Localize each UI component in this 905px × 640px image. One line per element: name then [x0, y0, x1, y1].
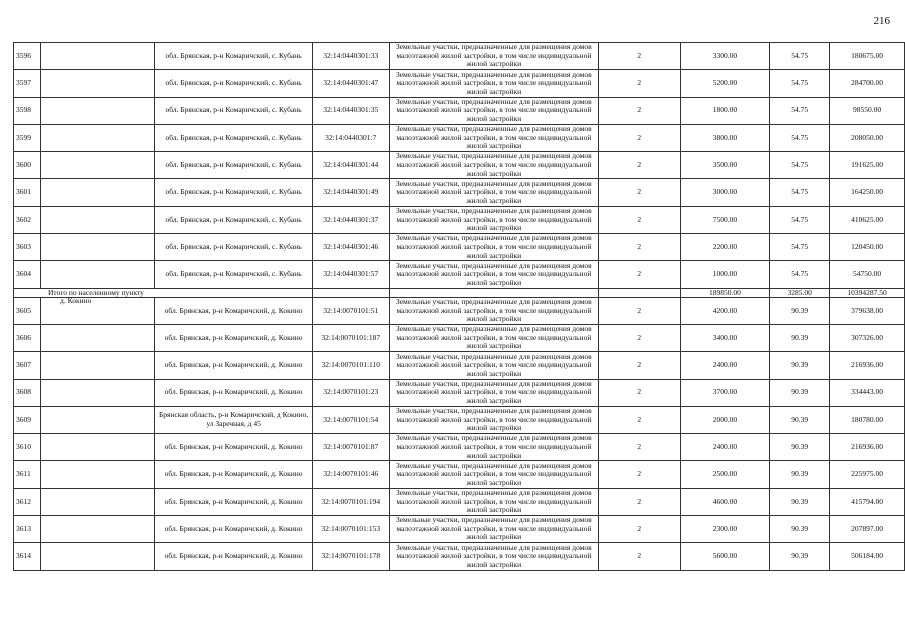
row-empty-cell — [40, 352, 154, 379]
row-empty-cell — [40, 206, 154, 233]
row-class: 2 — [598, 434, 680, 461]
row-class: 2 — [598, 379, 680, 406]
row-cadastral-number: 32:14:0070101:153 — [312, 516, 389, 543]
table-row — [14, 488, 905, 515]
row-empty-cell — [40, 516, 154, 543]
row-cadastral-number: 32:14:0440301:37 — [312, 206, 389, 233]
row-cadastral-number: 32:14:0070101:187 — [312, 324, 389, 351]
row-empty-cell — [40, 406, 154, 433]
row-class: 2 — [598, 70, 680, 97]
row-value: 180675.00 — [830, 43, 905, 70]
row-address: обл. Брянская, р-н Комаричский, с. Кубань — [155, 179, 312, 206]
row-empty-cell — [40, 234, 154, 261]
row-rate: 54.75 — [770, 234, 830, 261]
row-rate: 54.75 — [770, 97, 830, 124]
row-value: 54750.00 — [830, 261, 905, 288]
row-empty-cell — [40, 97, 154, 124]
row-number: 3614 — [14, 543, 41, 570]
row-class: 2 — [598, 179, 680, 206]
row-land-use: Земельные участки, предназначенные для размещения домов малоэтажной жилой застройки, в том числе индивидуальной жилой застройки — [389, 488, 598, 515]
row-class: 2 — [598, 406, 680, 433]
row-area: 2400.00 — [680, 434, 770, 461]
row-empty-cell — [40, 379, 154, 406]
row-value: 191625.00 — [830, 152, 905, 179]
row-address: обл. Брянская, р-н Комаричский, с. Кубань — [155, 124, 312, 151]
row-rate: 54.75 — [770, 43, 830, 70]
total-row — [14, 288, 905, 297]
row-land-use: Земельные участки, предназначенные для размещения домов малоэтажной жилой застройки, в том числе индивидуальной жилой застройки — [389, 516, 598, 543]
row-area: 3300.00 — [680, 43, 770, 70]
row-area: 3800.00 — [680, 124, 770, 151]
row-empty-cell — [40, 324, 154, 351]
row-area: 4600.00 — [680, 488, 770, 515]
row-rate: 90.39 — [770, 379, 830, 406]
row-rate: 90.39 — [770, 543, 830, 570]
row-class: 2 — [598, 352, 680, 379]
row-address: обл. Брянская, р-н Комаричский, с. Кубань — [155, 97, 312, 124]
row-address: обл. Брянская, р-н Комаричский, д. Кокино — [155, 352, 312, 379]
row-rate: 90.39 — [770, 406, 830, 433]
locality-heading: д. Кокино — [60, 296, 92, 305]
row-land-use: Земельные участки, предназначенные для размещения домов малоэтажной жилой застройки, в том числе индивидуальной жилой застройки — [389, 179, 598, 206]
row-land-use: Земельные участки, предназначенные для размещения домов малоэтажной жилой застройки, в том числе индивидуальной жилой застройки — [389, 261, 598, 288]
row-value: 180780.00 — [830, 406, 905, 433]
row-class: 2 — [598, 97, 680, 124]
row-class: 2 — [598, 488, 680, 515]
row-address: обл. Брянская, р-н Комаричский, с. Кубань — [155, 261, 312, 288]
table-row — [14, 324, 905, 351]
row-rate: 90.39 — [770, 434, 830, 461]
row-number: 3607 — [14, 352, 41, 379]
row-number: 3599 — [14, 124, 41, 151]
row-empty-cell — [40, 461, 154, 488]
row-land-use: Земельные участки, предназначенные для размещения домов малоэтажной жилой застройки, в том числе индивидуальной жилой застройки — [389, 124, 598, 151]
table-row — [14, 179, 905, 206]
row-value: 120450.00 — [830, 234, 905, 261]
table-row — [14, 97, 905, 124]
row-cadastral-number: 32:14:0070101:54 — [312, 406, 389, 433]
row-land-use: Земельные участки, предназначенные для размещения домов малоэтажной жилой застройки, в том числе индивидуальной жилой застройки — [389, 206, 598, 233]
row-land-use: Земельные участки, предназначенные для размещения домов малоэтажной жилой застройки, в том числе индивидуальной жилой застройки — [389, 152, 598, 179]
row-address: обл. Брянская, р-н Комаричский, с. Кубань — [155, 152, 312, 179]
row-land-use: Земельные участки, предназначенные для размещения домов малоэтажной жилой застройки, в том числе индивидуальной жилой застройки — [389, 324, 598, 351]
row-land-use: Земельные участки, предназначенные для размещения домов малоэтажной жилой застройки, в том числе индивидуальной жилой застройки — [389, 352, 598, 379]
row-empty-cell — [40, 179, 154, 206]
total-rate: 3285.00 — [770, 288, 830, 297]
page-number: 216 — [873, 15, 890, 27]
row-value: 225975.00 — [830, 461, 905, 488]
row-class: 2 — [598, 43, 680, 70]
row-empty-cell — [40, 434, 154, 461]
total-label: Итого по населенному пункту — [14, 288, 313, 297]
row-class: 2 — [598, 324, 680, 351]
row-number: 3604 — [14, 261, 41, 288]
total-area: 189850.00 — [680, 288, 770, 297]
row-empty-cell — [40, 488, 154, 515]
row-address: обл. Брянская, р-н Комаричский, д. Кокино — [155, 488, 312, 515]
row-class: 2 — [598, 297, 680, 324]
row-class: 2 — [598, 124, 680, 151]
row-cadastral-number: 32:14:0070101:46 — [312, 461, 389, 488]
row-rate: 54.75 — [770, 124, 830, 151]
row-area: 2500.00 — [680, 461, 770, 488]
row-cadastral-number: 32:14:0440301:57 — [312, 261, 389, 288]
row-land-use: Земельные участки, предназначенные для размещения домов малоэтажной жилой застройки, в том числе индивидуальной жилой застройки — [389, 461, 598, 488]
row-rate: 54.75 — [770, 261, 830, 288]
row-cadastral-number: 32:14:0440301:33 — [312, 43, 389, 70]
row-cadastral-number: 32:14:0070101:194 — [312, 488, 389, 515]
row-empty-cell — [40, 124, 154, 151]
row-number: 3611 — [14, 461, 41, 488]
row-value: 216936.00 — [830, 434, 905, 461]
row-address: Брянская область, р-н Комаричский, д Кокино, ул Заречная, д 45 — [155, 406, 312, 433]
table-row — [14, 434, 905, 461]
row-address: обл. Брянская, р-н Комаричский, д. Кокино — [155, 434, 312, 461]
row-area: 3400.00 — [680, 324, 770, 351]
row-address: обл. Брянская, р-н Комаричский, д. Кокино — [155, 297, 312, 324]
total-value: 10394287.50 — [830, 288, 905, 297]
row-cadastral-number: 32:14:0070101:87 — [312, 434, 389, 461]
row-empty-cell — [40, 261, 154, 288]
row-number: 3602 — [14, 206, 41, 233]
row-class: 2 — [598, 543, 680, 570]
row-number: 3605 — [14, 297, 41, 324]
row-area: 3000.00 — [680, 179, 770, 206]
row-rate: 90.39 — [770, 488, 830, 515]
table-row — [14, 206, 905, 233]
row-value: 216936.00 — [830, 352, 905, 379]
row-area: 1000.00 — [680, 261, 770, 288]
table-row — [14, 406, 905, 433]
row-cadastral-number: 32:14:0070101:178 — [312, 543, 389, 570]
row-number: 3598 — [14, 97, 41, 124]
row-value: 410625.00 — [830, 206, 905, 233]
table-body-section-a — [14, 43, 905, 289]
row-number: 3612 — [14, 488, 41, 515]
row-area: 1800.00 — [680, 97, 770, 124]
row-rate: 90.39 — [770, 352, 830, 379]
row-class: 2 — [598, 152, 680, 179]
row-area: 2200.00 — [680, 234, 770, 261]
row-value: 334443.00 — [830, 379, 905, 406]
row-class: 2 — [598, 261, 680, 288]
row-value: 307326.00 — [830, 324, 905, 351]
row-land-use: Земельные участки, предназначенные для размещения домов малоэтажной жилой застройки, в том числе индивидуальной жилой застройки — [389, 434, 598, 461]
row-land-use: Земельные участки, предназначенные для размещения домов малоэтажной жилой застройки, в том числе индивидуальной жилой застройки — [389, 43, 598, 70]
row-rate: 54.75 — [770, 70, 830, 97]
row-rate: 90.39 — [770, 516, 830, 543]
total-empty-cad — [312, 288, 389, 297]
table-row — [14, 379, 905, 406]
row-land-use: Земельные участки, предназначенные для размещения домов малоэтажной жилой застройки, в том числе индивидуальной жилой застройки — [389, 297, 598, 324]
row-cadastral-number: 32:14:0070101:23 — [312, 379, 389, 406]
row-number: 3613 — [14, 516, 41, 543]
table-row — [14, 461, 905, 488]
row-number: 3597 — [14, 70, 41, 97]
row-area: 2000.00 — [680, 406, 770, 433]
row-value: 208050.00 — [830, 124, 905, 151]
row-number: 3603 — [14, 234, 41, 261]
row-cadastral-number: 32:14:0440301:49 — [312, 179, 389, 206]
row-land-use: Земельные участки, предназначенные для размещения домов малоэтажной жилой застройки, в том числе индивидуальной жилой застройки — [389, 234, 598, 261]
row-area: 5200.00 — [680, 70, 770, 97]
total-section — [14, 288, 905, 297]
row-cadastral-number: 32:14:0440301:7 — [312, 124, 389, 151]
row-area: 3500.00 — [680, 152, 770, 179]
table-row — [14, 543, 905, 570]
row-class: 2 — [598, 461, 680, 488]
total-empty-cls — [598, 288, 680, 297]
row-address: обл. Брянская, р-н Комаричский, д. Кокино — [155, 379, 312, 406]
row-value: 98550.00 — [830, 97, 905, 124]
row-address: обл. Брянская, р-н Комаричский, с. Кубань — [155, 206, 312, 233]
row-empty-cell — [40, 152, 154, 179]
row-cadastral-number: 32:14:0440301:47 — [312, 70, 389, 97]
row-rate: 90.39 — [770, 324, 830, 351]
table-row — [14, 234, 905, 261]
table-body-section-b — [14, 297, 905, 570]
row-empty-cell — [40, 543, 154, 570]
row-land-use: Земельные участки, предназначенные для размещения домов малоэтажной жилой застройки, в том числе индивидуальной жилой застройки — [389, 70, 598, 97]
row-value: 415794.00 — [830, 488, 905, 515]
row-cadastral-number: 32:14:0440301:44 — [312, 152, 389, 179]
row-land-use: Земельные участки, предназначенные для размещения домов малоэтажной жилой застройки, в том числе индивидуальной жилой застройки — [389, 379, 598, 406]
row-number: 3609 — [14, 406, 41, 433]
row-address: обл. Брянская, р-н Комаричский, д. Кокино — [155, 516, 312, 543]
row-value: 379638.00 — [830, 297, 905, 324]
row-address: обл. Брянская, р-н Комаричский, д. Кокино — [155, 324, 312, 351]
row-number: 3596 — [14, 43, 41, 70]
row-class: 2 — [598, 206, 680, 233]
row-empty-cell — [40, 297, 154, 324]
row-area: 2300.00 — [680, 516, 770, 543]
row-number: 3608 — [14, 379, 41, 406]
row-value: 284700.00 — [830, 70, 905, 97]
row-rate: 90.39 — [770, 297, 830, 324]
row-cadastral-number: 32:14:0070101:51 — [312, 297, 389, 324]
land-register-table — [13, 42, 905, 571]
table-row — [14, 43, 905, 70]
row-land-use: Земельные участки, предназначенные для размещения домов малоэтажной жилой застройки, в том числе индивидуальной жилой застройки — [389, 543, 598, 570]
row-value: 506184.00 — [830, 543, 905, 570]
table-row — [14, 124, 905, 151]
row-address: обл. Брянская, р-н Комаричский, д. Кокино — [155, 461, 312, 488]
row-rate: 90.39 — [770, 461, 830, 488]
row-number: 3600 — [14, 152, 41, 179]
row-number: 3601 — [14, 179, 41, 206]
row-land-use: Земельные участки, предназначенные для размещения домов малоэтажной жилой застройки, в том числе индивидуальной жилой застройки — [389, 406, 598, 433]
row-area: 5600.00 — [680, 543, 770, 570]
table-row — [14, 70, 905, 97]
table-row — [14, 297, 905, 324]
row-class: 2 — [598, 516, 680, 543]
row-empty-cell — [40, 43, 154, 70]
row-rate: 54.75 — [770, 152, 830, 179]
row-class: 2 — [598, 234, 680, 261]
row-rate: 54.75 — [770, 206, 830, 233]
row-cadastral-number: 32:14:0440301:46 — [312, 234, 389, 261]
row-value: 164250.00 — [830, 179, 905, 206]
row-area: 2400.00 — [680, 352, 770, 379]
row-address: обл. Брянская, р-н Комаричский, д. Кокино — [155, 543, 312, 570]
row-area: 3700.00 — [680, 379, 770, 406]
row-address: обл. Брянская, р-н Комаричский, с. Кубань — [155, 70, 312, 97]
row-land-use: Земельные участки, предназначенные для размещения домов малоэтажной жилой застройки, в том числе индивидуальной жилой застройки — [389, 97, 598, 124]
row-cadastral-number: 32:14:0070101:110 — [312, 352, 389, 379]
total-empty-use — [389, 288, 598, 297]
row-address: обл. Брянская, р-н Комаричский, с. Кубань — [155, 43, 312, 70]
table-row — [14, 352, 905, 379]
table-row — [14, 261, 905, 288]
row-value: 207897.00 — [830, 516, 905, 543]
row-rate: 54.75 — [770, 179, 830, 206]
row-area: 4200.00 — [680, 297, 770, 324]
table-row — [14, 516, 905, 543]
row-empty-cell — [40, 70, 154, 97]
table-row — [14, 152, 905, 179]
row-number: 3606 — [14, 324, 41, 351]
row-area: 7500.00 — [680, 206, 770, 233]
row-cadastral-number: 32:14:0440301:35 — [312, 97, 389, 124]
row-number: 3610 — [14, 434, 41, 461]
row-address: обл. Брянская, р-н Комаричский, с. Кубань — [155, 234, 312, 261]
